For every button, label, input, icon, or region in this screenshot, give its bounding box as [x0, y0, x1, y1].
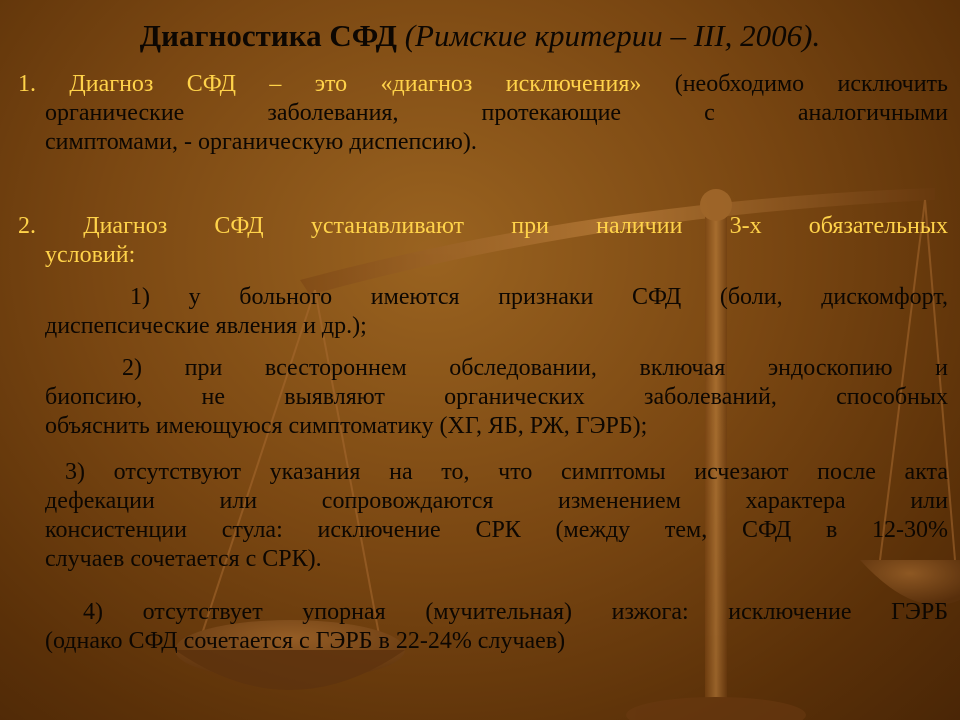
criterion-1-highlight: Диагноз СФД – это «диагноз исключения» [69, 71, 642, 97]
criterion-1-line-2: органические заболевания, протекающие с аналогичными [45, 100, 948, 126]
slide-title [0, 18, 960, 54]
condition-3-line-3: консистенции стула: исключение СРК (между тем, СФД в 12-30% [45, 517, 948, 543]
condition-3-line-2: дефекации или сопровождаются изменением характера или [45, 488, 948, 514]
criterion-1-rest: (необходимо исключить [674, 71, 948, 97]
criterion-2-line-1: 2. Диагноз СФД устанавливают при наличии 3-х обязательных [18, 213, 948, 239]
condition-2-line-2: биопсию, не выявляют органических заболеваний, способных [45, 384, 948, 410]
criterion-1-line-3: симптомами, - органическую диспепсию). [45, 129, 477, 155]
criterion-2-line-2: условий: [45, 242, 136, 268]
criterion-2 [18, 212, 948, 270]
condition-2-line-1: 2) при всестороннем обследовании, включая эндоскопию и [122, 355, 948, 381]
condition-4-line-2: (однако СФД сочетается с ГЭРБ в 22-24% случаев) [45, 628, 566, 654]
condition-2-line-3: объяснить имеющуюся симптоматику (ХГ, ЯБ, РЖ, ГЭРБ); [45, 413, 648, 439]
condition-1-line-2: диспепсические явления и др.); [45, 313, 367, 339]
condition-1-line-1: 1) у больного имеются признаки СФД (боли, дискомфорт, [130, 284, 948, 310]
condition-3-line-1: 3) отсутствуют указания на то, что симптомы исчезают после акта [65, 459, 948, 485]
condition-4-line-1: 4) отсутствует упорная (мучительная) изжога: исключение ГЭРБ [83, 599, 948, 625]
condition-3 [45, 458, 948, 574]
title-subtitle: (Римские критерии – III, 2006). [404, 18, 821, 53]
condition-4 [45, 598, 948, 656]
criterion-1 [18, 70, 948, 157]
criterion-1-number: 1. [18, 71, 36, 97]
condition-1 [45, 283, 948, 341]
condition-2 [45, 354, 948, 441]
condition-3-line-4: случаев сочетается с СРК). [45, 546, 322, 572]
title-main: Диагностика СФД [139, 18, 397, 53]
criterion-1-line-1 [18, 70, 948, 99]
